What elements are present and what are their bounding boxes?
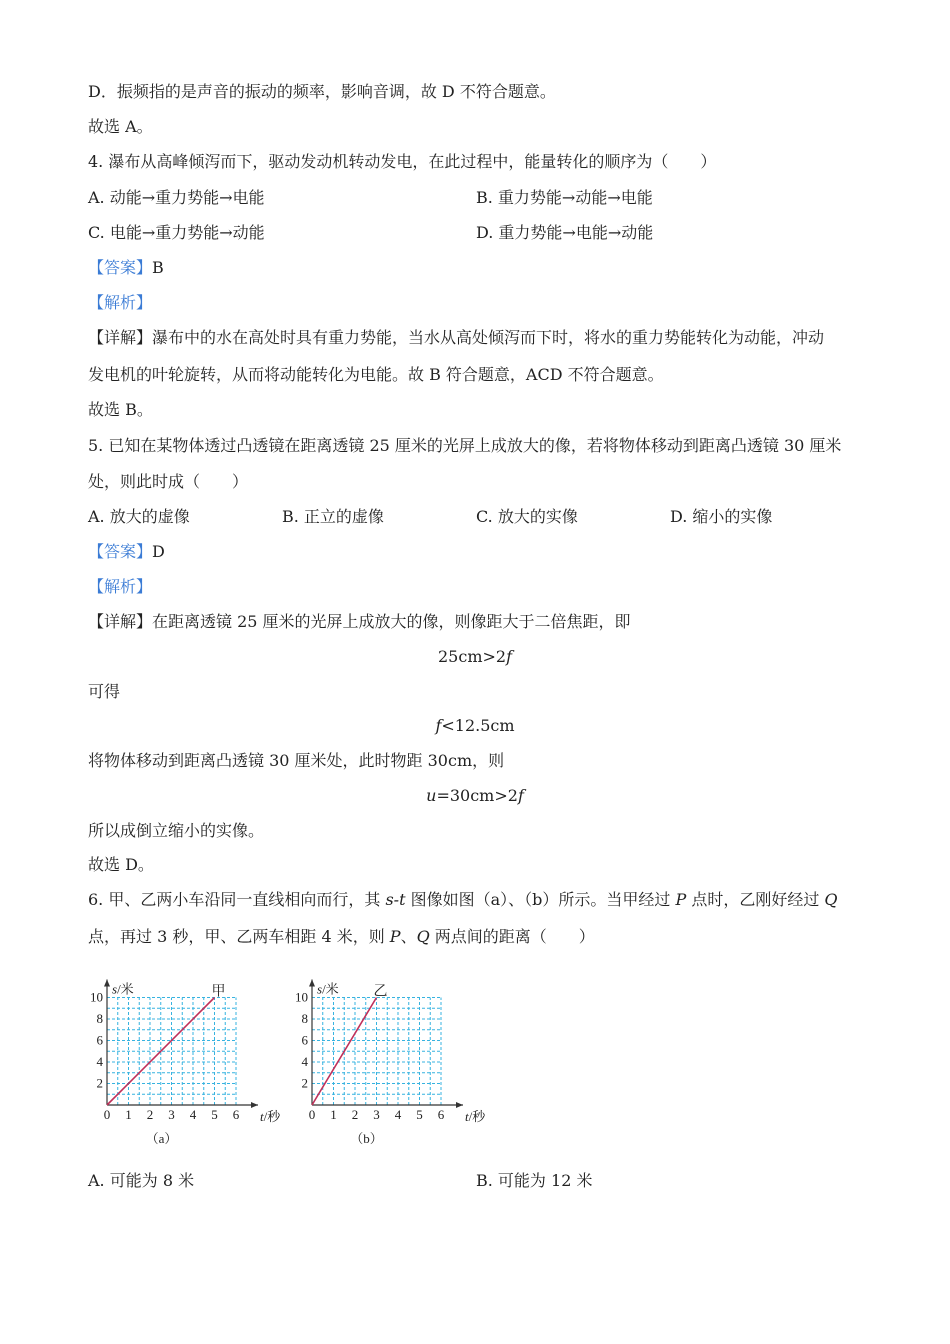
q4-conclusion: 故选 B。 (88, 400, 153, 419)
y-tick-label: 8 (301, 1011, 308, 1026)
stem-text: 、 (400, 927, 417, 946)
stem-st: s-t (385, 890, 406, 909)
q5-answer (88, 542, 165, 562)
x-axis-arrow (456, 1102, 463, 1108)
x-axis-label: t/秒 (465, 1109, 486, 1124)
q4-option-a: A. 动能→重力势能→电能 (88, 188, 265, 207)
stem-text: 图像如图（a）、（b）所示。当甲经过 (405, 890, 676, 909)
q6-option-b: B. 可能为 12 米 (476, 1171, 593, 1190)
x-axis-arrow (251, 1102, 258, 1108)
eq3-mid: =30cm>2 (436, 786, 518, 805)
point-q: Q (824, 890, 838, 909)
series-label: 乙 (373, 984, 388, 1000)
x-tick-label: 0 (308, 1107, 316, 1122)
answer-tag: 【答案】 (88, 542, 153, 561)
x-tick-label: 3 (373, 1107, 380, 1122)
y-tick-label: 8 (96, 1011, 103, 1026)
y-axis-label: s/米 (112, 981, 134, 997)
detail-tag: 【详解】 (88, 612, 153, 631)
q5-option-c: C. 放大的实像 (476, 507, 578, 526)
y-axis-arrow (104, 980, 110, 987)
q5-equation-2 (0, 716, 950, 736)
q5-conclusion: 故选 D。 (88, 855, 154, 874)
y-tick-label: 2 (301, 1075, 308, 1091)
q5-option-a: A. 放大的虚像 (88, 507, 190, 526)
eq1-var: f (506, 647, 512, 666)
detail-text: 瀑布中的水在高处时具有重力势能，当水从高处倾泻而下时，将水的重力势能转化为动能，冲动 (152, 328, 825, 347)
q5-stem-line1: 5. 已知在某物体透过凸透镜在距离透镜 25 厘米的光屏上成放大的像，若将物体移动到距离凸透镜 30 厘米 (88, 436, 842, 455)
y-tick-label: 10 (90, 989, 103, 1005)
eq3-var: u (426, 786, 437, 805)
q4-option-c: C. 电能→重力势能→动能 (88, 223, 265, 242)
answer-value: D (152, 542, 165, 561)
detail-text: 在距离透镜 25 厘米的光屏上成放大的像，则像距大于二倍焦距，即 (152, 612, 631, 631)
x-tick-label: 2 (351, 1107, 359, 1122)
y-tick-label: 10 (295, 989, 308, 1005)
x-tick-label: 3 (168, 1107, 175, 1122)
q5-stem-line2: 处，则此时成（ ） (88, 472, 249, 491)
x-axis-label: t/秒 (260, 1109, 281, 1124)
x-tick-label: 6 (437, 1107, 445, 1122)
x-tick-label: 5 (416, 1107, 423, 1122)
q4-analysis-tag: 【解析】 (88, 293, 153, 312)
q3-conclusion: 故选 A。 (88, 117, 153, 136)
point-p: P (675, 890, 687, 909)
eq1-prefix: 25cm>2 (438, 647, 507, 666)
q5-analysis-tag: 【解析】 (88, 577, 153, 596)
q6-option-a: A. 可能为 8 米 (88, 1171, 195, 1190)
answer-value: B (152, 258, 164, 277)
chart-a (80, 955, 290, 1150)
q4-option-b: B. 重力势能→动能→电能 (476, 188, 653, 207)
q4-detail-line2: 发电机的叶轮旋转，从而将动能转化为电能。故 B 符合题意，ACD 不符合题意。 (88, 365, 664, 384)
y-tick-label: 2 (96, 1075, 103, 1091)
q4-stem: 4. 瀑布从高峰倾泻而下，驱动发动机转动发电，在此过程中，能量转化的顺序为（ ） (88, 152, 717, 171)
y-axis-arrow (309, 980, 315, 987)
q5-equation-1 (0, 647, 950, 667)
series-label: 甲 (211, 984, 226, 1000)
q5-equation-3 (0, 786, 950, 806)
q5-option-b: B. 正立的虚像 (282, 507, 384, 526)
x-tick-label: 1 (330, 1107, 337, 1122)
eq2-var: f (435, 716, 442, 735)
q6-stem-line2 (88, 927, 595, 947)
y-tick-label: 4 (96, 1054, 103, 1069)
y-tick-label: 4 (301, 1054, 308, 1069)
chart-b (285, 955, 495, 1150)
point-q: Q (416, 927, 430, 946)
stem-text: 6. 甲、乙两小车沿同一直线相向而行，其 (88, 890, 386, 909)
x-tick-label: 2 (146, 1107, 154, 1122)
stem-text: 点时，乙刚好经过 (686, 890, 825, 909)
eq2-suffix: <12.5cm (441, 716, 515, 735)
x-tick-label: 6 (232, 1107, 240, 1122)
eq3-var2: f (517, 786, 524, 805)
y-tick-label: 6 (96, 1032, 103, 1048)
q3-option-d-note: D．振频指的是声音的振动的频率，影响音调，故 D 不符合题意。 (88, 82, 556, 101)
x-tick-label: 0 (103, 1107, 111, 1122)
q5-text-kede: 可得 (88, 682, 121, 701)
q4-detail-line1 (88, 328, 824, 348)
q5-option-d: D. 缩小的实像 (670, 507, 773, 526)
q4-answer (88, 258, 164, 278)
chart-caption: （a） (145, 1131, 178, 1146)
x-tick-label: 5 (211, 1107, 218, 1122)
q4-option-d: D. 重力势能→电能→动能 (476, 223, 654, 242)
stem-text: 点，再过 3 秒，甲、乙两车相距 4 米，则 (88, 927, 390, 946)
q5-text-move: 将物体移动到距离凸透镜 30 厘米处，此时物距 30cm，则 (88, 751, 505, 770)
y-axis-label: s/米 (317, 981, 339, 997)
q6-stem-line1 (88, 890, 838, 910)
y-tick-label: 6 (301, 1032, 308, 1048)
detail-tag: 【详解】 (88, 328, 153, 347)
x-tick-label: 4 (394, 1107, 402, 1122)
q5-text-result: 所以成倒立缩小的实像。 (88, 821, 265, 840)
x-tick-label: 4 (189, 1107, 197, 1122)
q5-detail-line1 (88, 612, 631, 632)
point-p: P (389, 927, 401, 946)
answer-tag: 【答案】 (88, 258, 153, 277)
stem-text: 两点间的距离（ ） (429, 927, 595, 946)
x-tick-label: 1 (125, 1107, 132, 1122)
chart-caption: （b） (350, 1131, 383, 1146)
